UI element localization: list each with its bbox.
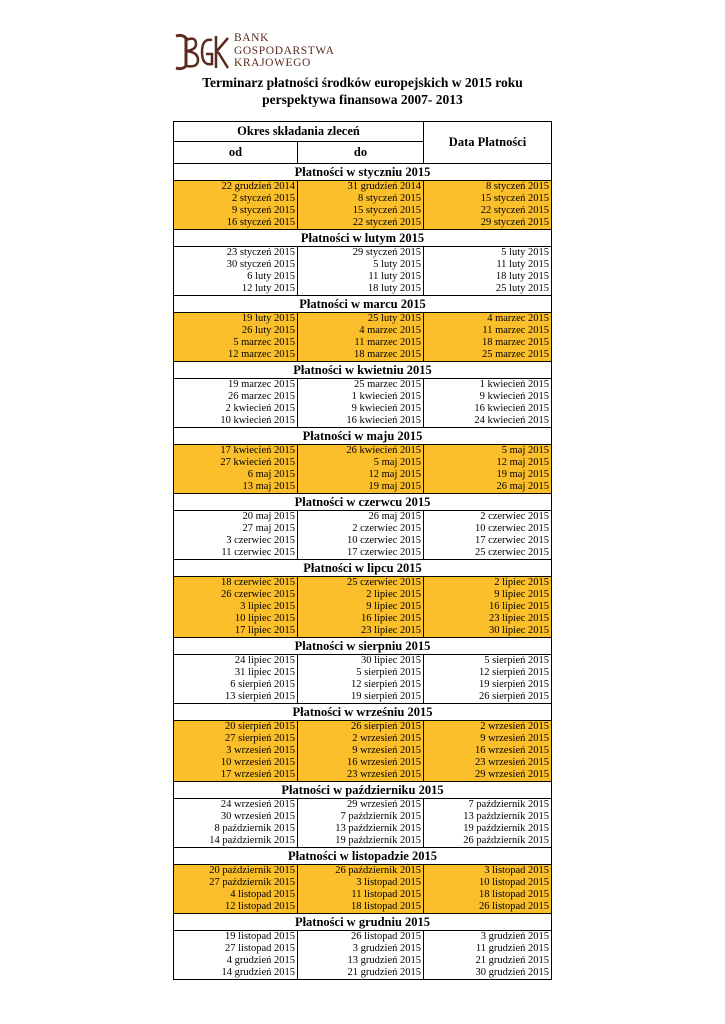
cell-from-date: 18 czerwiec 2015 — [174, 577, 298, 590]
cell-payment-date: 3 listopad 2015 — [424, 865, 552, 878]
cell-to-date: 26 październik 2015 — [298, 865, 424, 878]
cell-to-date: 26 kwiecień 2015 — [298, 445, 424, 458]
table-row — [174, 523, 552, 535]
cell-from-date: 14 grudzień 2015 — [174, 967, 298, 980]
month-header-row — [174, 494, 552, 511]
cell-from-date: 19 luty 2015 — [174, 313, 298, 326]
cell-payment-date: 18 marzec 2015 — [424, 337, 552, 349]
cell-to-date: 16 kwiecień 2015 — [298, 415, 424, 428]
cell-from-date: 24 lipiec 2015 — [174, 655, 298, 668]
table-row — [174, 799, 552, 812]
month-header-row — [174, 782, 552, 799]
cell-from-date: 5 marzec 2015 — [174, 337, 298, 349]
month-title: Płatności w sierpniu 2015 — [174, 638, 552, 655]
cell-payment-date: 26 maj 2015 — [424, 481, 552, 494]
cell-payment-date: 4 marzec 2015 — [424, 313, 552, 326]
table-row — [174, 625, 552, 638]
month-header-row — [174, 296, 552, 313]
month-title: Płatności w październiku 2015 — [174, 782, 552, 799]
cell-from-date: 20 maj 2015 — [174, 511, 298, 524]
cell-to-date: 5 luty 2015 — [298, 259, 424, 271]
cell-to-date: 13 grudzień 2015 — [298, 955, 424, 967]
table-row — [174, 445, 552, 458]
table-row — [174, 379, 552, 392]
month-title: Płatności w styczniu 2015 — [174, 164, 552, 181]
cell-to-date: 11 listopad 2015 — [298, 889, 424, 901]
cell-payment-date: 16 lipiec 2015 — [424, 601, 552, 613]
table-row — [174, 469, 552, 481]
cell-to-date: 9 kwiecień 2015 — [298, 403, 424, 415]
cell-to-date: 25 luty 2015 — [298, 313, 424, 326]
table-row — [174, 865, 552, 878]
cell-payment-date: 26 sierpień 2015 — [424, 691, 552, 704]
table-row — [174, 613, 552, 625]
table-row — [174, 931, 552, 944]
cell-from-date: 10 lipiec 2015 — [174, 613, 298, 625]
header-payment-date: Data Płatności — [424, 122, 552, 164]
document-subtitle: perspektywa finansowa 2007- 2013 — [262, 92, 463, 107]
cell-to-date: 29 wrzesień 2015 — [298, 799, 424, 812]
cell-from-date: 26 luty 2015 — [174, 325, 298, 337]
cell-from-date: 24 wrzesień 2015 — [174, 799, 298, 812]
month-header-row — [174, 914, 552, 931]
table-row — [174, 679, 552, 691]
table-row — [174, 733, 552, 745]
table-row — [174, 511, 552, 524]
cell-payment-date: 7 październik 2015 — [424, 799, 552, 812]
cell-from-date: 17 wrzesień 2015 — [174, 769, 298, 782]
table-row — [174, 193, 552, 205]
cell-payment-date: 9 lipiec 2015 — [424, 589, 552, 601]
cell-payment-date: 22 styczeń 2015 — [424, 205, 552, 217]
table-row — [174, 835, 552, 848]
month-header-row — [174, 848, 552, 865]
cell-from-date: 6 luty 2015 — [174, 271, 298, 283]
cell-from-date: 2 styczeń 2015 — [174, 193, 298, 205]
cell-to-date: 9 wrzesień 2015 — [298, 745, 424, 757]
cell-payment-date: 18 listopad 2015 — [424, 889, 552, 901]
cell-from-date: 27 kwiecień 2015 — [174, 457, 298, 469]
table-row — [174, 313, 552, 326]
table-row — [174, 955, 552, 967]
cell-from-date: 12 listopad 2015 — [174, 901, 298, 914]
cell-payment-date: 19 maj 2015 — [424, 469, 552, 481]
cell-from-date: 4 grudzień 2015 — [174, 955, 298, 967]
cell-payment-date: 12 maj 2015 — [424, 457, 552, 469]
month-header-row — [174, 428, 552, 445]
bank-name — [234, 32, 335, 70]
cell-to-date: 18 luty 2015 — [298, 283, 424, 296]
cell-from-date: 20 sierpień 2015 — [174, 721, 298, 734]
cell-from-date: 12 marzec 2015 — [174, 349, 298, 362]
cell-to-date: 23 lipiec 2015 — [298, 625, 424, 638]
table-row — [174, 889, 552, 901]
table-row — [174, 205, 552, 217]
cell-from-date: 6 maj 2015 — [174, 469, 298, 481]
bank-name-line2: GOSPODARSTWA — [234, 44, 335, 57]
table-row — [174, 415, 552, 428]
table-row — [174, 769, 552, 782]
bank-name-line3: KRAJOWEGO — [234, 57, 311, 69]
cell-from-date: 9 styczeń 2015 — [174, 205, 298, 217]
cell-payment-date: 25 czerwiec 2015 — [424, 547, 552, 560]
cell-to-date: 8 styczeń 2015 — [298, 193, 424, 205]
cell-to-date: 19 sierpień 2015 — [298, 691, 424, 704]
table-row — [174, 877, 552, 889]
cell-from-date: 14 październik 2015 — [174, 835, 298, 848]
cell-from-date: 23 styczeń 2015 — [174, 247, 298, 260]
header-from: od — [174, 142, 298, 164]
cell-payment-date: 24 kwiecień 2015 — [424, 415, 552, 428]
month-header-row — [174, 560, 552, 577]
month-title: Płatności w czerwcu 2015 — [174, 494, 552, 511]
table-row — [174, 325, 552, 337]
cell-payment-date: 2 czerwiec 2015 — [424, 511, 552, 524]
cell-to-date: 19 maj 2015 — [298, 481, 424, 494]
bank-name-line1: BANK — [234, 32, 269, 44]
table-row — [174, 349, 552, 362]
cell-to-date: 2 wrzesień 2015 — [298, 733, 424, 745]
cell-to-date: 31 grudzień 2014 — [298, 181, 424, 194]
cell-from-date: 26 marzec 2015 — [174, 391, 298, 403]
bgk-monogram-icon — [172, 32, 230, 72]
cell-payment-date: 8 styczeń 2015 — [424, 181, 552, 194]
cell-from-date: 13 maj 2015 — [174, 481, 298, 494]
cell-payment-date: 2 lipiec 2015 — [424, 577, 552, 590]
cell-from-date: 3 czerwiec 2015 — [174, 535, 298, 547]
cell-payment-date: 21 grudzień 2015 — [424, 955, 552, 967]
cell-to-date: 7 październik 2015 — [298, 811, 424, 823]
cell-to-date: 29 styczeń 2015 — [298, 247, 424, 260]
month-title: Płatności w kwietniu 2015 — [174, 362, 552, 379]
cell-to-date: 2 lipiec 2015 — [298, 589, 424, 601]
cell-payment-date: 10 listopad 2015 — [424, 877, 552, 889]
table-row — [174, 247, 552, 260]
cell-from-date: 17 kwiecień 2015 — [174, 445, 298, 458]
cell-payment-date: 29 wrzesień 2015 — [424, 769, 552, 782]
month-title: Płatności w marcu 2015 — [174, 296, 552, 313]
cell-payment-date: 26 październik 2015 — [424, 835, 552, 848]
cell-payment-date: 11 marzec 2015 — [424, 325, 552, 337]
month-title: Płatności w grudniu 2015 — [174, 914, 552, 931]
month-header-row — [174, 362, 552, 379]
cell-payment-date: 16 kwiecień 2015 — [424, 403, 552, 415]
cell-to-date: 16 lipiec 2015 — [298, 613, 424, 625]
cell-from-date: 3 wrzesień 2015 — [174, 745, 298, 757]
cell-from-date: 30 styczeń 2015 — [174, 259, 298, 271]
table-row — [174, 181, 552, 194]
cell-to-date: 26 sierpień 2015 — [298, 721, 424, 734]
header-to: do — [298, 142, 424, 164]
cell-to-date: 21 grudzień 2015 — [298, 967, 424, 980]
cell-to-date: 11 luty 2015 — [298, 271, 424, 283]
table-row — [174, 667, 552, 679]
cell-payment-date: 10 czerwiec 2015 — [424, 523, 552, 535]
cell-from-date: 13 sierpień 2015 — [174, 691, 298, 704]
month-title: Płatności w wrześniu 2015 — [174, 704, 552, 721]
table-row — [174, 577, 552, 590]
cell-to-date: 25 czerwiec 2015 — [298, 577, 424, 590]
cell-to-date: 10 czerwiec 2015 — [298, 535, 424, 547]
month-title: Płatności w lutym 2015 — [174, 230, 552, 247]
bank-logo — [172, 32, 372, 74]
table-row — [174, 811, 552, 823]
cell-payment-date: 5 luty 2015 — [424, 247, 552, 260]
month-title: Płatności w listopadzie 2015 — [174, 848, 552, 865]
header-period: Okres składania zleceń — [174, 122, 424, 142]
cell-from-date: 11 czerwiec 2015 — [174, 547, 298, 560]
table-row — [174, 547, 552, 560]
cell-payment-date: 16 wrzesień 2015 — [424, 745, 552, 757]
cell-payment-date: 9 wrzesień 2015 — [424, 733, 552, 745]
cell-payment-date: 30 lipiec 2015 — [424, 625, 552, 638]
cell-payment-date: 23 wrzesień 2015 — [424, 757, 552, 769]
table-row — [174, 721, 552, 734]
table-row — [174, 823, 552, 835]
cell-from-date: 16 styczeń 2015 — [174, 217, 298, 230]
cell-to-date: 26 maj 2015 — [298, 511, 424, 524]
cell-from-date: 20 październik 2015 — [174, 865, 298, 878]
cell-payment-date: 25 marzec 2015 — [424, 349, 552, 362]
table-row — [174, 337, 552, 349]
cell-from-date: 10 kwiecień 2015 — [174, 415, 298, 428]
cell-from-date: 8 październik 2015 — [174, 823, 298, 835]
cell-to-date: 25 marzec 2015 — [298, 379, 424, 392]
cell-payment-date: 3 grudzień 2015 — [424, 931, 552, 944]
table-row — [174, 457, 552, 469]
table-row — [174, 535, 552, 547]
table-row — [174, 901, 552, 914]
table-row — [174, 259, 552, 271]
cell-from-date: 6 sierpień 2015 — [174, 679, 298, 691]
table-row — [174, 217, 552, 230]
table-row — [174, 655, 552, 668]
table-row — [174, 601, 552, 613]
cell-from-date: 27 listopad 2015 — [174, 943, 298, 955]
cell-payment-date: 18 luty 2015 — [424, 271, 552, 283]
table-row — [174, 481, 552, 494]
month-title: Płatności w maju 2015 — [174, 428, 552, 445]
month-header-row — [174, 164, 552, 181]
table-row — [174, 403, 552, 415]
cell-from-date: 27 sierpień 2015 — [174, 733, 298, 745]
cell-from-date: 19 marzec 2015 — [174, 379, 298, 392]
cell-to-date: 26 listopad 2015 — [298, 931, 424, 944]
cell-from-date: 10 wrzesień 2015 — [174, 757, 298, 769]
table-row — [174, 589, 552, 601]
table-row — [174, 691, 552, 704]
cell-to-date: 11 marzec 2015 — [298, 337, 424, 349]
cell-from-date: 31 lipiec 2015 — [174, 667, 298, 679]
cell-from-date: 19 listopad 2015 — [174, 931, 298, 944]
cell-payment-date: 5 maj 2015 — [424, 445, 552, 458]
cell-to-date: 9 lipiec 2015 — [298, 601, 424, 613]
cell-from-date: 17 lipiec 2015 — [174, 625, 298, 638]
cell-payment-date: 1 kwiecień 2015 — [424, 379, 552, 392]
table-row — [174, 967, 552, 980]
cell-payment-date: 19 październik 2015 — [424, 823, 552, 835]
cell-to-date: 15 styczeń 2015 — [298, 205, 424, 217]
cell-from-date: 22 grudzień 2014 — [174, 181, 298, 194]
cell-from-date: 12 luty 2015 — [174, 283, 298, 296]
cell-to-date: 1 kwiecień 2015 — [298, 391, 424, 403]
table-row — [174, 283, 552, 296]
cell-payment-date: 17 czerwiec 2015 — [424, 535, 552, 547]
cell-to-date: 3 listopad 2015 — [298, 877, 424, 889]
cell-payment-date: 9 kwiecień 2015 — [424, 391, 552, 403]
cell-to-date: 18 listopad 2015 — [298, 901, 424, 914]
cell-payment-date: 25 luty 2015 — [424, 283, 552, 296]
cell-from-date: 30 wrzesień 2015 — [174, 811, 298, 823]
cell-to-date: 2 czerwiec 2015 — [298, 523, 424, 535]
cell-from-date: 27 maj 2015 — [174, 523, 298, 535]
cell-from-date: 4 listopad 2015 — [174, 889, 298, 901]
table-row — [174, 391, 552, 403]
cell-to-date: 13 październik 2015 — [298, 823, 424, 835]
cell-from-date: 3 lipiec 2015 — [174, 601, 298, 613]
cell-payment-date: 13 październik 2015 — [424, 811, 552, 823]
cell-payment-date: 26 listopad 2015 — [424, 901, 552, 914]
document-title: Terminarz płatności środków europejskich w 2015 roku — [202, 75, 523, 90]
month-header-row — [174, 704, 552, 721]
cell-payment-date: 2 wrzesień 2015 — [424, 721, 552, 734]
cell-from-date: 27 październik 2015 — [174, 877, 298, 889]
cell-to-date: 12 sierpień 2015 — [298, 679, 424, 691]
cell-to-date: 19 październik 2015 — [298, 835, 424, 848]
cell-to-date: 12 maj 2015 — [298, 469, 424, 481]
table-row — [174, 745, 552, 757]
table-row — [174, 757, 552, 769]
month-header-row — [174, 638, 552, 655]
cell-to-date: 16 wrzesień 2015 — [298, 757, 424, 769]
cell-payment-date: 12 sierpień 2015 — [424, 667, 552, 679]
cell-payment-date: 11 luty 2015 — [424, 259, 552, 271]
cell-to-date: 30 lipiec 2015 — [298, 655, 424, 668]
cell-from-date: 2 kwiecień 2015 — [174, 403, 298, 415]
table-row — [174, 271, 552, 283]
month-header-row — [174, 230, 552, 247]
cell-to-date: 4 marzec 2015 — [298, 325, 424, 337]
cell-payment-date: 5 sierpień 2015 — [424, 655, 552, 668]
cell-to-date: 5 maj 2015 — [298, 457, 424, 469]
cell-payment-date: 11 grudzień 2015 — [424, 943, 552, 955]
cell-from-date: 26 czerwiec 2015 — [174, 589, 298, 601]
cell-payment-date: 29 styczeń 2015 — [424, 217, 552, 230]
cell-to-date: 22 styczeń 2015 — [298, 217, 424, 230]
cell-payment-date: 15 styczeń 2015 — [424, 193, 552, 205]
table-row — [174, 943, 552, 955]
cell-payment-date: 23 lipiec 2015 — [424, 613, 552, 625]
payment-schedule-table — [173, 121, 552, 980]
month-title: Płatności w lipcu 2015 — [174, 560, 552, 577]
cell-to-date: 17 czerwiec 2015 — [298, 547, 424, 560]
cell-to-date: 23 wrzesień 2015 — [298, 769, 424, 782]
cell-to-date: 5 sierpień 2015 — [298, 667, 424, 679]
cell-to-date: 3 grudzień 2015 — [298, 943, 424, 955]
cell-to-date: 18 marzec 2015 — [298, 349, 424, 362]
cell-payment-date: 19 sierpień 2015 — [424, 679, 552, 691]
cell-payment-date: 30 grudzień 2015 — [424, 967, 552, 980]
